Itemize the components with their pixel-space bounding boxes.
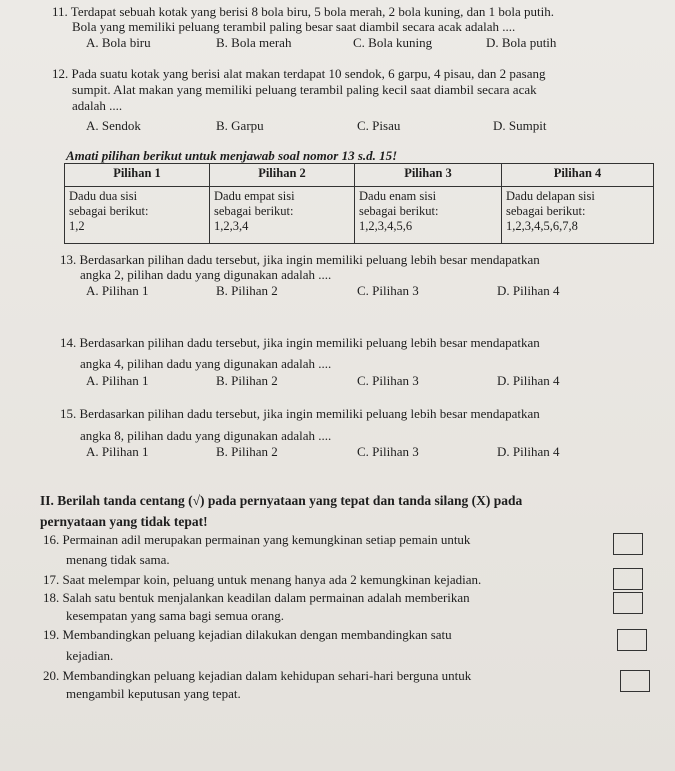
cell-line: Dadu delapan sisi bbox=[506, 189, 595, 203]
q12-option-d[interactable]: D. Sumpit bbox=[493, 118, 547, 133]
q14-line1: 14. Berdasarkan pilihan dadu tersebut, jika ingin memiliki peluang lebih besar mendapatkan bbox=[60, 335, 540, 350]
table-cell-pilihan-4 bbox=[502, 187, 654, 244]
q12-option-c[interactable]: C. Pisau bbox=[357, 118, 401, 133]
cell-line: 1,2,3,4,5,6 bbox=[359, 219, 413, 233]
q15-option-a[interactable]: A. Pilihan 1 bbox=[86, 444, 149, 459]
cell-line: Dadu dua sisi bbox=[69, 189, 138, 203]
statement-17: 17. Saat melempar koin, peluang untuk menang hanya ada 2 kemungkinan kejadian. bbox=[43, 572, 482, 587]
cell-line: 1,2,3,4 bbox=[214, 219, 249, 233]
q15-option-c[interactable]: C. Pilihan 3 bbox=[357, 444, 419, 459]
q13-option-a[interactable]: A. Pilihan 1 bbox=[86, 283, 149, 298]
statement-18-line2: kesempatan yang sama bagi semua orang. bbox=[66, 608, 285, 623]
statement-19-line1: 19. Membandingkan peluang kejadian dilakukan dengan membandingkan satu bbox=[43, 627, 452, 642]
q12-line3: adalah .... bbox=[72, 98, 123, 113]
q13-line1: 13. Berdasarkan pilihan dadu tersebut, jika ingin memiliki peluang lebih besar mendapatkan bbox=[60, 252, 540, 267]
cell-line: 1,2,3,4,5,6,7,8 bbox=[506, 219, 578, 233]
answer-box-16[interactable] bbox=[613, 533, 643, 555]
answer-box-20[interactable] bbox=[620, 670, 650, 692]
cell-line: sebagai berikut: bbox=[506, 204, 586, 218]
statement-16-line1: 16. Permainan adil merupakan permainan yang kemungkinan setiap pemain untuk bbox=[43, 532, 471, 547]
q15-option-b[interactable]: B. Pilihan 2 bbox=[216, 444, 278, 459]
q13-option-b[interactable]: B. Pilihan 2 bbox=[216, 283, 278, 298]
q14-option-c[interactable]: C. Pilihan 3 bbox=[357, 373, 419, 388]
q13-line2: angka 2, pilihan dadu yang digunakan adalah .... bbox=[80, 267, 332, 282]
q12-option-b[interactable]: B. Garpu bbox=[216, 118, 264, 133]
q14-option-b[interactable]: B. Pilihan 2 bbox=[216, 373, 278, 388]
cell-line: Dadu empat sisi bbox=[214, 189, 295, 203]
q15-line2: angka 8, pilihan dadu yang digunakan adalah .... bbox=[80, 428, 332, 443]
table-header-pilihan-2: Pilihan 2 bbox=[210, 164, 355, 187]
cell-line: Dadu enam sisi bbox=[359, 189, 437, 203]
q14-option-d[interactable]: D. Pilihan 4 bbox=[497, 373, 560, 388]
answer-box-17[interactable] bbox=[613, 568, 643, 590]
table-cell-pilihan-3 bbox=[355, 187, 502, 244]
q11-option-c[interactable]: C. Bola kuning bbox=[353, 35, 433, 50]
q11-option-d[interactable]: D. Bola putih bbox=[486, 35, 557, 50]
answer-box-19[interactable] bbox=[617, 629, 647, 651]
statement-20-line1: 20. Membandingkan peluang kejadian dalam kehidupan sehari-hari berguna untuk bbox=[43, 668, 472, 683]
statement-19-line2: kejadian. bbox=[66, 648, 114, 663]
dice-options-table bbox=[64, 163, 654, 244]
q11-option-b[interactable]: B. Bola merah bbox=[216, 35, 292, 50]
q14-option-a[interactable]: A. Pilihan 1 bbox=[86, 373, 149, 388]
cell-line: sebagai berikut: bbox=[359, 204, 439, 218]
q14-line2: angka 4, pilihan dadu yang digunakan adalah .... bbox=[80, 356, 332, 371]
q11-line2: Bola yang memiliki peluang terambil paling besar saat diambil secara acak adalah .... bbox=[72, 19, 516, 34]
q13-option-d[interactable]: D. Pilihan 4 bbox=[497, 283, 560, 298]
cell-line: sebagai berikut: bbox=[69, 204, 149, 218]
q12-option-a[interactable]: A. Sendok bbox=[86, 118, 141, 133]
table-cell-pilihan-2 bbox=[210, 187, 355, 244]
section-2-instruction-line1: II. Berilah tanda centang (√) pada pernyataan yang tepat dan tanda silang (X) pada bbox=[40, 493, 523, 508]
statement-18-line1: 18. Salah satu bentuk menjalankan keadilan dalam permainan adalah memberikan bbox=[43, 590, 470, 605]
table-header-pilihan-4: Pilihan 4 bbox=[502, 164, 654, 187]
answer-box-18[interactable] bbox=[613, 592, 643, 614]
q11-line1: 11. Terdapat sebuah kotak yang berisi 8 bola biru, 5 bola merah, 2 bola kuning, dan 1 bola putih. bbox=[52, 4, 555, 19]
table-row bbox=[65, 187, 654, 244]
q15-line1: 15. Berdasarkan pilihan dadu tersebut, jika ingin memiliki peluang lebih besar mendapatkan bbox=[60, 406, 540, 421]
statement-20-line2: mengambil keputusan yang tepat. bbox=[66, 686, 241, 701]
q11-option-a[interactable]: A. Bola biru bbox=[86, 35, 151, 50]
q13-option-c[interactable]: C. Pilihan 3 bbox=[357, 283, 419, 298]
q12-line1: 12. Pada suatu kotak yang berisi alat makan terdapat 10 sendok, 6 garpu, 4 pisau, dan 2 pasang bbox=[52, 66, 546, 81]
q15-option-d[interactable]: D. Pilihan 4 bbox=[497, 444, 560, 459]
q12-line2: sumpit. Alat makan yang memiliki peluang terambil paling kecil saat diambil secara acak bbox=[72, 82, 537, 97]
table-header-pilihan-1: Pilihan 1 bbox=[65, 164, 210, 187]
section-2-instruction-line2: pernyataan yang tidak tepat! bbox=[40, 514, 208, 529]
table-cell-pilihan-1 bbox=[65, 187, 210, 244]
cell-line: 1,2 bbox=[69, 219, 85, 233]
table-header-row bbox=[65, 164, 654, 187]
cell-line: sebagai berikut: bbox=[214, 204, 294, 218]
statement-16-line2: menang tidak sama. bbox=[66, 552, 170, 567]
table-caption: Amati pilihan berikut untuk menjawab soal nomor 13 s.d. 15! bbox=[66, 148, 398, 163]
table-header-pilihan-3: Pilihan 3 bbox=[355, 164, 502, 187]
